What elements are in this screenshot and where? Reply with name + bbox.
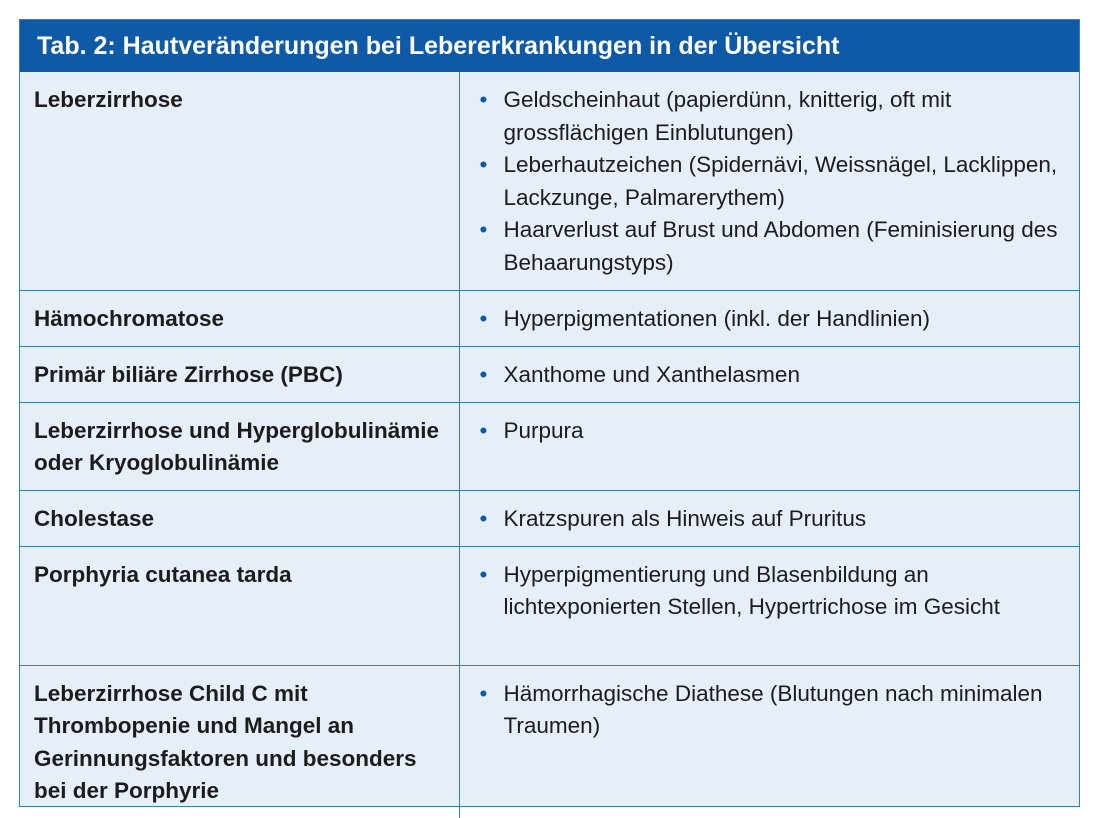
skin-changes-table	[19, 19, 1080, 807]
table-row	[20, 490, 1079, 546]
disease-cell: Primär biliäre Zirrhose (PBC)	[20, 346, 459, 402]
sign-item: • Kratzspuren als Hinweis auf Pruritus	[480, 503, 1070, 536]
disease-cell: Cholestase	[20, 490, 459, 546]
table-body	[20, 72, 1079, 818]
table-row	[20, 290, 1079, 346]
table-row	[20, 546, 1079, 665]
sign-item: • Xanthome und Xanthelasmen	[480, 359, 1070, 392]
sign-item: • Haarverlust auf Brust und Abdomen (Feminisierung des Behaarungstyps)	[480, 214, 1070, 279]
signs-cell	[459, 290, 1079, 346]
table-row	[20, 665, 1079, 818]
signs-cell	[459, 402, 1079, 490]
signs-cell	[459, 490, 1079, 546]
table-row	[20, 402, 1079, 490]
disease-cell: Porphyria cutanea tarda	[20, 546, 459, 665]
sign-item: • Hyperpigmentationen (inkl. der Handlinien)	[480, 303, 1070, 336]
signs-cell	[459, 346, 1079, 402]
table-row	[20, 346, 1079, 402]
disease-cell: Leberzirrhose und Hyperglobulinämie oder Kryoglobulinämie	[20, 402, 459, 490]
sign-item: • Hyperpigmentierung und Blasenbildung an lichtexponierten Stellen, Hypertrichose im Gesicht	[480, 559, 1070, 624]
sign-item: • Geldscheinhaut (papierdünn, knitterig, oft mit grossflächigen Einblutungen)	[480, 84, 1070, 149]
disease-cell: Hämochromatose	[20, 290, 459, 346]
sign-item: • Purpura	[480, 415, 1070, 448]
table-title: Tab. 2: Hautveränderungen bei Lebererkrankungen in der Übersicht	[20, 20, 1079, 72]
table-row	[20, 72, 1079, 290]
sign-item: • Hämorrhagische Diathese (Blutungen nach minimalen Traumen)	[480, 678, 1070, 743]
signs-cell	[459, 72, 1079, 290]
signs-cell	[459, 546, 1079, 665]
signs-cell	[459, 665, 1079, 818]
disease-cell: Leberzirrhose	[20, 72, 459, 290]
disease-cell: Leberzirrhose Child C mit Thrombopenie und Mangel an Gerinnungsfaktoren und besonders bei der Porphyrie	[20, 665, 459, 818]
sign-item: • Leberhautzeichen (Spidernävi, Weissnägel, Lacklippen, Lackzunge, Palmarerythem)	[480, 149, 1070, 214]
